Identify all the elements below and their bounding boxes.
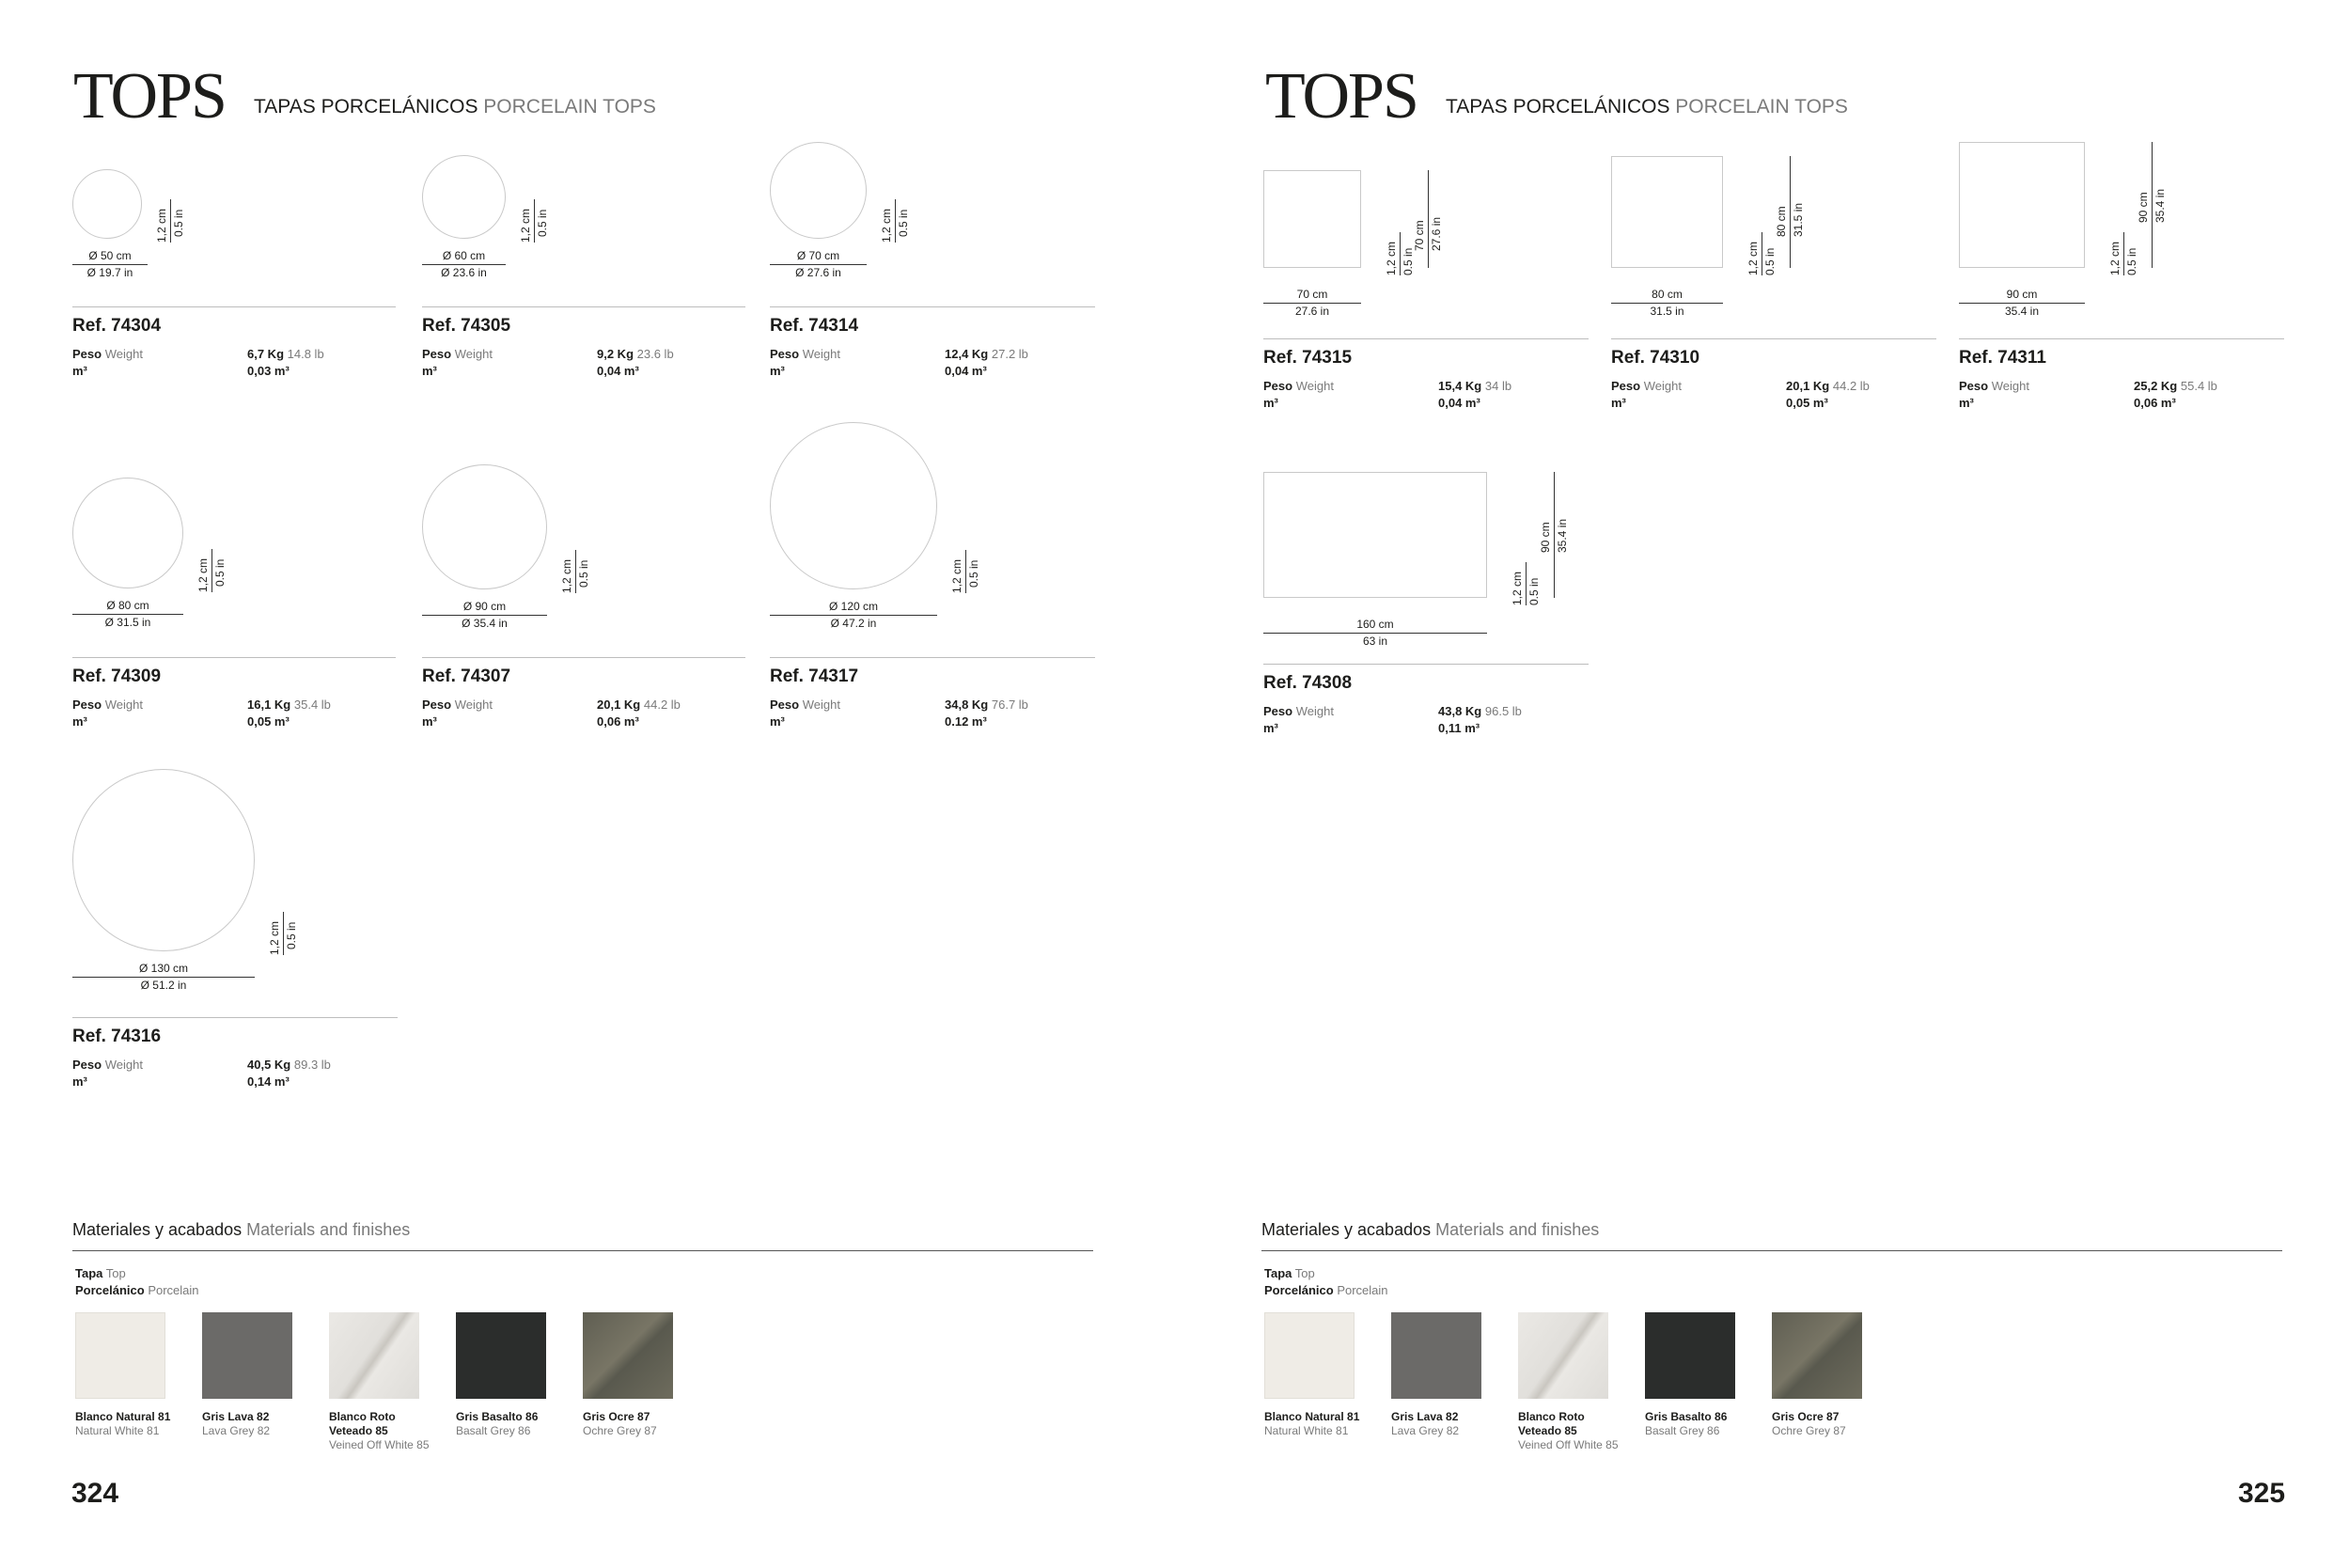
product-ref: Ref. 74308 bbox=[1263, 673, 1353, 693]
swatch-name: Gris Ocre 87 bbox=[583, 1410, 650, 1423]
swatch-subname: Lava Grey 82 bbox=[1391, 1424, 1460, 1437]
left-header bbox=[73, 60, 226, 133]
diameter-cm: Ø 60 cm bbox=[442, 249, 486, 262]
porcelain-label bbox=[1264, 1282, 1388, 1299]
volume-label: m³ bbox=[72, 364, 87, 378]
thickness-cm: 1,2 cm bbox=[1746, 241, 1760, 275]
weight-lb: 89.3 lb bbox=[293, 1058, 331, 1072]
volume-value: 0,11 m³ bbox=[1438, 721, 1480, 735]
swatch-tile bbox=[456, 1312, 546, 1399]
diameter-in: Ø 51.2 in bbox=[140, 979, 187, 992]
weight-kg: 43,8 Kg bbox=[1438, 704, 1482, 718]
subtitle-es: TAPAS PORCELÁNICOS bbox=[1446, 96, 1670, 118]
thickness-cm: 1,2 cm bbox=[1511, 571, 1524, 605]
peso-label bbox=[422, 346, 493, 363]
weight-value bbox=[2134, 378, 2217, 395]
diameter-in: Ø 23.6 in bbox=[441, 266, 487, 279]
diameter-cm: Ø 130 cm bbox=[138, 962, 189, 975]
swatch-name: Gris Basalto 86 bbox=[456, 1410, 539, 1423]
round-top-drawing bbox=[770, 422, 937, 589]
weight-kg: 6,7 Kg bbox=[247, 347, 285, 361]
peso-label bbox=[1263, 703, 1334, 720]
weight-value bbox=[945, 697, 1028, 713]
square-top-drawing bbox=[1611, 156, 1723, 268]
diameter-in: Ø 19.7 in bbox=[86, 266, 133, 279]
materials-es: Materiales y acabados bbox=[72, 1220, 243, 1239]
swatch-subname: Ochre Grey 87 bbox=[1772, 1424, 1846, 1437]
swatch-tile bbox=[1391, 1312, 1481, 1399]
weight-value bbox=[597, 346, 674, 363]
product-ref: Ref. 74304 bbox=[72, 316, 162, 336]
thickness-in: 0.5 in bbox=[967, 559, 980, 588]
weight-en: Weight bbox=[802, 347, 840, 361]
page-number-right: 325 bbox=[2238, 1478, 2286, 1509]
weight-kg: 40,5 Kg bbox=[247, 1058, 291, 1072]
weight-en: Weight bbox=[1643, 379, 1682, 393]
width-cm: 70 cm bbox=[1296, 288, 1328, 301]
volume-value: 0,05 m³ bbox=[1786, 396, 1828, 410]
materials-rule bbox=[1261, 1250, 2282, 1251]
porcelain-en: Porcelain bbox=[148, 1283, 199, 1297]
card-separator bbox=[1263, 664, 1589, 665]
weight-lb: 27.2 lb bbox=[991, 347, 1028, 361]
weight-kg: 25,2 Kg bbox=[2134, 379, 2178, 393]
volume-value: 0,05 m³ bbox=[247, 714, 290, 729]
round-top-drawing bbox=[72, 169, 142, 239]
materials-en: Materials and finishes bbox=[246, 1220, 411, 1239]
product-ref: Ref. 74309 bbox=[72, 666, 162, 686]
swatch-subname: Veined Off White 85 bbox=[1518, 1438, 1619, 1451]
thickness-cm: 1,2 cm bbox=[880, 208, 893, 243]
thickness-cm: 1,2 cm bbox=[196, 557, 210, 592]
weight-en: Weight bbox=[454, 347, 493, 361]
weight-value bbox=[247, 346, 324, 363]
round-top-drawing bbox=[72, 769, 255, 951]
side-cm: 90 cm bbox=[1539, 522, 1552, 553]
weight-value bbox=[247, 697, 331, 713]
volume-value: 0,04 m³ bbox=[945, 364, 987, 378]
weight-en: Weight bbox=[454, 698, 493, 712]
peso-label bbox=[770, 697, 840, 713]
product-ref: Ref. 74311 bbox=[1959, 348, 2046, 368]
thickness-cm: 1,2 cm bbox=[2108, 241, 2122, 275]
thickness-in: 0.5 in bbox=[213, 558, 227, 587]
swatch-tile bbox=[1518, 1312, 1608, 1399]
diameter-cm: Ø 80 cm bbox=[106, 599, 149, 612]
diameter-in: Ø 27.6 in bbox=[795, 266, 841, 279]
product-ref: Ref. 74317 bbox=[770, 666, 859, 686]
volume-value: 0,06 m³ bbox=[2134, 396, 2176, 410]
right-subtitle bbox=[1446, 96, 1848, 118]
thickness-in: 0.5 in bbox=[897, 209, 910, 237]
peso-label bbox=[72, 1057, 143, 1074]
peso-label bbox=[72, 346, 143, 363]
product-ref: Ref. 74316 bbox=[72, 1027, 162, 1046]
thickness-cm: 1,2 cm bbox=[950, 558, 963, 593]
weight-lb: 23.6 lb bbox=[636, 347, 674, 361]
round-top-drawing bbox=[770, 142, 867, 239]
diameter-in: Ø 47.2 in bbox=[830, 617, 877, 630]
diameter-cm: Ø 50 cm bbox=[88, 249, 132, 262]
card-separator bbox=[1263, 338, 1589, 339]
thickness-in: 0.5 in bbox=[1763, 247, 1777, 275]
volume-label: m³ bbox=[1263, 721, 1278, 735]
side-in: 27.6 in bbox=[1430, 216, 1443, 251]
swatch-name: Blanco Roto bbox=[1518, 1410, 1585, 1423]
product-ref: Ref. 74307 bbox=[422, 666, 511, 686]
weight-en: Weight bbox=[104, 347, 143, 361]
weight-lb: 14.8 lb bbox=[287, 347, 324, 361]
weight-en: Weight bbox=[104, 698, 143, 712]
side-in: 35.4 in bbox=[1556, 518, 1569, 553]
weight-value bbox=[1438, 378, 1511, 395]
card-separator bbox=[422, 657, 745, 658]
materials-rule bbox=[72, 1250, 1093, 1251]
peso-es: Peso bbox=[422, 347, 452, 361]
weight-lb: 35.4 lb bbox=[293, 698, 331, 712]
weight-lb: 55.4 lb bbox=[2180, 379, 2217, 393]
materials-es: Materiales y acabados bbox=[1261, 1220, 1432, 1239]
card-separator bbox=[72, 657, 396, 658]
swatch-name: Gris Lava 82 bbox=[1391, 1410, 1459, 1423]
swatch-tile bbox=[202, 1312, 292, 1399]
peso-es: Peso bbox=[422, 698, 452, 712]
swatch-tile bbox=[1645, 1312, 1735, 1399]
swatch-tile bbox=[1264, 1312, 1355, 1399]
thickness-in: 0.5 in bbox=[577, 559, 590, 588]
weight-value bbox=[597, 697, 681, 713]
peso-es: Peso bbox=[770, 698, 800, 712]
swatch-name-line2: Veteado 85 bbox=[329, 1424, 388, 1437]
thickness-in: 0.5 in bbox=[1527, 577, 1541, 605]
porcelain-es: Porcelánico bbox=[75, 1283, 145, 1297]
page-number-left: 324 bbox=[71, 1478, 119, 1509]
card-separator bbox=[1611, 338, 1936, 339]
card-separator bbox=[72, 306, 396, 307]
peso-es: Peso bbox=[72, 1058, 102, 1072]
diameter-cm: Ø 70 cm bbox=[796, 249, 840, 262]
product-ref: Ref. 74314 bbox=[770, 316, 859, 336]
volume-value: 0,14 m³ bbox=[247, 1074, 290, 1089]
peso-es: Peso bbox=[72, 698, 102, 712]
left-subtitle bbox=[254, 96, 656, 118]
swatch-subname: Lava Grey 82 bbox=[202, 1424, 271, 1437]
round-top-drawing bbox=[422, 464, 547, 589]
peso-label bbox=[72, 697, 143, 713]
square-top-drawing bbox=[1263, 170, 1361, 268]
porcelain-es: Porcelánico bbox=[1264, 1283, 1334, 1297]
swatch-name: Blanco Roto bbox=[329, 1410, 396, 1423]
weight-en: Weight bbox=[1295, 379, 1334, 393]
product-ref: Ref. 74315 bbox=[1263, 348, 1353, 368]
peso-label bbox=[422, 697, 493, 713]
tapa-en: Top bbox=[1294, 1266, 1315, 1280]
peso-label bbox=[1611, 378, 1682, 395]
volume-value: 0,04 m³ bbox=[1438, 396, 1480, 410]
weight-lb: 76.7 lb bbox=[991, 698, 1028, 712]
width-cm: 90 cm bbox=[2006, 288, 2038, 301]
card-separator bbox=[770, 306, 1095, 307]
swatch-tile bbox=[75, 1312, 165, 1399]
product-ref: Ref. 74305 bbox=[422, 316, 511, 336]
swatch-subname: Natural White 81 bbox=[75, 1424, 160, 1437]
volume-value: 0,04 m³ bbox=[597, 364, 639, 378]
weight-lb: 44.2 lb bbox=[643, 698, 681, 712]
side-in: 31.5 in bbox=[1792, 202, 1805, 237]
diameter-in: Ø 35.4 in bbox=[462, 617, 508, 630]
swatch-subname: Basalt Grey 86 bbox=[456, 1424, 531, 1437]
side-cm: 80 cm bbox=[1775, 206, 1788, 237]
porcelain-en: Porcelain bbox=[1337, 1283, 1388, 1297]
volume-value: 0.12 m³ bbox=[945, 714, 987, 729]
volume-value: 0,03 m³ bbox=[247, 364, 290, 378]
swatch-name: Blanco Natural 81 bbox=[1264, 1410, 1360, 1423]
materials-en: Materials and finishes bbox=[1435, 1220, 1600, 1239]
swatch-name: Gris Lava 82 bbox=[202, 1410, 270, 1423]
peso-label bbox=[1263, 378, 1334, 395]
swatch-name: Gris Basalto 86 bbox=[1645, 1410, 1728, 1423]
square-top-drawing bbox=[1263, 472, 1487, 598]
width-in: 31.5 in bbox=[1650, 305, 1684, 318]
product-ref: Ref. 74310 bbox=[1611, 348, 1700, 368]
card-separator bbox=[422, 306, 745, 307]
side-cm: 70 cm bbox=[1413, 220, 1426, 251]
width-in: 63 in bbox=[1362, 635, 1388, 648]
weight-kg: 20,1 Kg bbox=[1786, 379, 1830, 393]
weight-en: Weight bbox=[104, 1058, 143, 1072]
round-top-drawing bbox=[422, 155, 506, 239]
diameter-cm: Ø 90 cm bbox=[462, 600, 507, 613]
volume-label: m³ bbox=[770, 714, 785, 729]
weight-en: Weight bbox=[1295, 704, 1334, 718]
thickness-in: 0.5 in bbox=[285, 921, 298, 949]
volume-label: m³ bbox=[422, 364, 437, 378]
weight-value bbox=[945, 346, 1028, 363]
weight-kg: 15,4 Kg bbox=[1438, 379, 1482, 393]
weight-value bbox=[1786, 378, 1870, 395]
card-separator bbox=[1959, 338, 2284, 339]
width-in: 35.4 in bbox=[2004, 305, 2040, 318]
thickness-in: 0.5 in bbox=[1402, 247, 1415, 275]
volume-label: m³ bbox=[1611, 396, 1626, 410]
porcelain-label bbox=[75, 1282, 199, 1299]
swatch-tile bbox=[1772, 1312, 1862, 1399]
volume-value: 0,06 m³ bbox=[597, 714, 639, 729]
tapa-es: Tapa bbox=[75, 1266, 103, 1280]
thickness-in: 0.5 in bbox=[536, 209, 549, 237]
swatch-name: Blanco Natural 81 bbox=[75, 1410, 171, 1423]
volume-label: m³ bbox=[1263, 396, 1278, 410]
diameter-in: Ø 31.5 in bbox=[104, 616, 151, 629]
thickness-cm: 1,2 cm bbox=[155, 208, 168, 243]
swatch-subname: Ochre Grey 87 bbox=[583, 1424, 657, 1437]
subtitle-es: TAPAS PORCELÁNICOS bbox=[254, 96, 478, 118]
swatch-subname: Veined Off White 85 bbox=[329, 1438, 430, 1451]
thickness-cm: 1,2 cm bbox=[560, 558, 573, 593]
subtitle-en: PORCELAIN TOPS bbox=[1675, 96, 1848, 118]
peso-es: Peso bbox=[1263, 704, 1293, 718]
weight-value bbox=[1438, 703, 1522, 720]
thickness-cm: 1,2 cm bbox=[519, 208, 532, 243]
square-top-drawing bbox=[1959, 142, 2085, 268]
thickness-in: 0.5 in bbox=[172, 209, 185, 237]
peso-es: Peso bbox=[72, 347, 102, 361]
page-title: TOPS bbox=[73, 60, 226, 133]
peso-label bbox=[1959, 378, 2029, 395]
volume-label: m³ bbox=[72, 714, 87, 729]
weight-lb: 44.2 lb bbox=[1832, 379, 1870, 393]
thickness-cm: 1,2 cm bbox=[268, 920, 281, 955]
weight-lb: 96.5 lb bbox=[1484, 704, 1522, 718]
side-in: 35.4 in bbox=[2153, 188, 2167, 223]
volume-label: m³ bbox=[422, 714, 437, 729]
tapa-label bbox=[1264, 1265, 1315, 1282]
peso-es: Peso bbox=[1611, 379, 1641, 393]
tapa-label bbox=[75, 1265, 126, 1282]
weight-kg: 20,1 Kg bbox=[597, 698, 641, 712]
swatch-subname: Natural White 81 bbox=[1264, 1424, 1349, 1437]
swatch-name: Gris Ocre 87 bbox=[1772, 1410, 1840, 1423]
swatch-tile bbox=[329, 1312, 419, 1399]
weight-kg: 12,4 Kg bbox=[945, 347, 989, 361]
materials-heading bbox=[1261, 1220, 1599, 1240]
card-separator bbox=[770, 657, 1095, 658]
tapa-en: Top bbox=[105, 1266, 126, 1280]
peso-es: Peso bbox=[1959, 379, 1989, 393]
diameter-cm: Ø 120 cm bbox=[828, 600, 879, 613]
thickness-cm: 1,2 cm bbox=[1385, 241, 1398, 275]
weight-kg: 9,2 Kg bbox=[597, 347, 634, 361]
weight-kg: 34,8 Kg bbox=[945, 698, 989, 712]
weight-kg: 16,1 Kg bbox=[247, 698, 291, 712]
materials-heading bbox=[72, 1220, 410, 1240]
peso-es: Peso bbox=[1263, 379, 1293, 393]
swatch-tile bbox=[583, 1312, 673, 1399]
width-cm: 160 cm bbox=[1356, 618, 1394, 631]
swatch-subname: Basalt Grey 86 bbox=[1645, 1424, 1720, 1437]
thickness-in: 0.5 in bbox=[2125, 247, 2138, 275]
right-header bbox=[1265, 60, 1417, 133]
peso-label bbox=[770, 346, 840, 363]
tapa-es: Tapa bbox=[1264, 1266, 1292, 1280]
side-cm: 90 cm bbox=[2137, 192, 2150, 223]
width-cm: 80 cm bbox=[1652, 288, 1683, 301]
round-top-drawing bbox=[72, 478, 183, 588]
peso-es: Peso bbox=[770, 347, 800, 361]
weight-en: Weight bbox=[1991, 379, 2029, 393]
weight-value bbox=[247, 1057, 331, 1074]
volume-label: m³ bbox=[770, 364, 785, 378]
width-in: 27.6 in bbox=[1294, 305, 1330, 318]
weight-en: Weight bbox=[802, 698, 840, 712]
volume-label: m³ bbox=[1959, 396, 1974, 410]
subtitle-en: PORCELAIN TOPS bbox=[483, 96, 656, 118]
volume-label: m³ bbox=[72, 1074, 87, 1089]
weight-lb: 34 lb bbox=[1484, 379, 1512, 393]
card-separator bbox=[72, 1017, 398, 1018]
swatch-name-line2: Veteado 85 bbox=[1518, 1424, 1577, 1437]
page-title: TOPS bbox=[1265, 60, 1417, 133]
